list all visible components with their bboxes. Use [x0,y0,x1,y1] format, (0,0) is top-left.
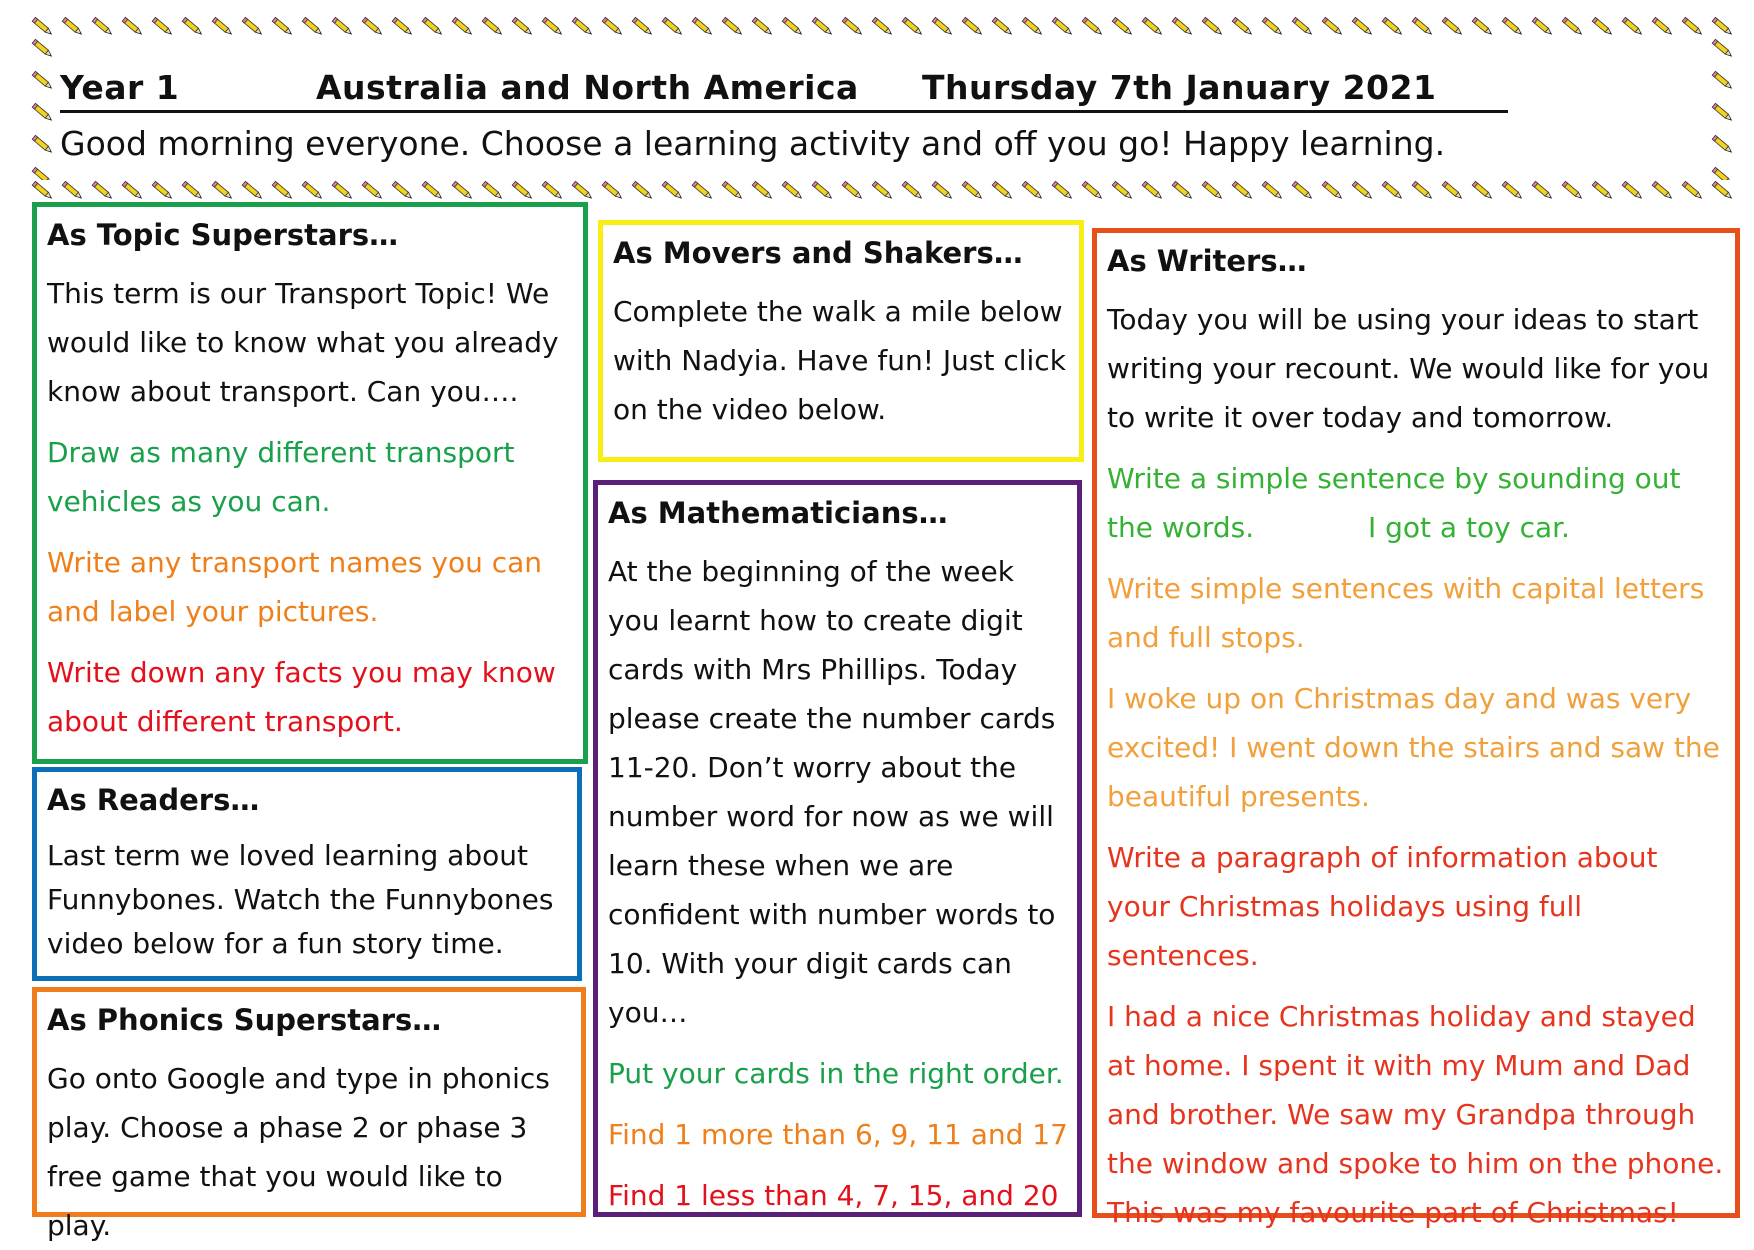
pencil-icon [870,180,896,202]
pencil-icon [1380,16,1406,38]
pencil-icon [1350,180,1376,202]
pencil-icon [30,16,56,38]
pencil-icon [1620,180,1646,202]
writers-example-orange: I woke up on Christmas day and was very excited! I went down the stairs and saw the beautiful presents. [1107,681,1720,813]
pencil-icon [30,180,56,202]
pencil-icon [1590,16,1616,38]
pencil-icon [1260,16,1286,38]
pencil-icon [540,16,566,38]
maths-title: As Mathematicians… [608,496,948,530]
pencil-icon [1590,180,1616,202]
maths-task-red: Find 1 less than 4, 7, 15, and 20 [608,1178,1059,1212]
pencil-icon [1290,180,1316,202]
pencil-icon [1050,16,1076,38]
pencil-icon [1650,180,1676,202]
pencil-icon [1440,16,1466,38]
pencil-icon [1170,16,1196,38]
pencil-icon [30,70,56,92]
pencil-icon [180,16,206,38]
pencil-icon [360,16,386,38]
pencil-icon [1470,180,1496,202]
pencil-icon [30,134,56,156]
pencil-icon [1530,16,1556,38]
pencil-icon [1200,16,1226,38]
pencil-icon [630,180,656,202]
topic-superstars-box [32,202,588,764]
pencil-icon [720,180,746,202]
pencil-icon [1110,180,1136,202]
pencil-icon [480,180,506,202]
pencil-icon [1380,180,1406,202]
pencil-icon [600,16,626,38]
pencil-icon [870,16,896,38]
pencil-icon [240,16,266,38]
pencil-icon [1110,16,1136,38]
pencil-icon [1020,16,1046,38]
pencil-icon [1710,16,1736,38]
pencil-icon [1260,180,1286,202]
pencil-icon [570,180,596,202]
writers-example-green: I got a toy car. [1367,510,1570,544]
pencil-icon [570,16,596,38]
phonics-text: Go onto Google and type in phonics play. Choose a phase 2 or phase 3 free game that you would like to play. [47,1061,550,1242]
pencil-icon [720,16,746,38]
pencil-icon [810,16,836,38]
pencil-icon [1650,16,1676,38]
pencil-icon [1080,16,1106,38]
pencil-icon [420,16,446,38]
pencil-icon [30,102,56,124]
pencil-icon [1410,180,1436,202]
pencil-icon [900,16,926,38]
pencil-icon [1320,180,1346,202]
pencil-icon [930,16,956,38]
pencil-icon [780,180,806,202]
movers-text: Complete the walk a mile below with Nadyia. Have fun! Just click on the video below. [613,294,1066,426]
pencil-icon [1200,180,1226,202]
pencil-icon [600,180,626,202]
pencil-icon [840,180,866,202]
pencil-icon [840,16,866,38]
writers-task-green-text: Write a simple sentence by sounding out the words. [1107,461,1681,544]
maths-task-orange: Find 1 more than 6, 9, 11 and 17 [608,1117,1068,1151]
pencil-icon [60,16,86,38]
pencil-icon [780,16,806,38]
pencil-icon [360,180,386,202]
header-banner [30,16,1736,202]
pencil-icon [960,180,986,202]
writers-example-red: I had a nice Christmas holiday and stayed at home. I spent it with my Mum and Dad and brother. We saw my Grandpa through the window and spoke to him on the phone. This was my favourite part of Christmas! [1107,999,1724,1229]
pencil-icon [810,180,836,202]
pencil-icon [1350,16,1376,38]
class-name: Australia and North America [316,68,859,107]
year-label: Year 1 [60,68,180,107]
header-title-line [60,50,1508,113]
pencil-icon [1620,16,1646,38]
pencil-icon [1410,16,1436,38]
pencil-border-right [1710,38,1736,180]
pencil-icon [270,180,296,202]
writers-intro: Today you will be using your ideas to start writing your recount. We would like for you to write it over today and tomorrow. [1107,302,1710,434]
pencil-icon [150,16,176,38]
pencil-icon [1080,180,1106,202]
pencil-border-left [30,38,56,180]
pencil-icon [240,180,266,202]
pencil-icon [1530,180,1556,202]
pencil-icon [690,16,716,38]
pencil-icon [120,16,146,38]
pencil-icon [1440,180,1466,202]
pencil-icon [60,180,86,202]
pencil-icon [450,180,476,202]
pencil-icon [990,180,1016,202]
pencil-icon [300,180,326,202]
pencil-icon [660,180,686,202]
writers-task-green [1107,454,1725,552]
pencil-icon [1500,16,1526,38]
pencil-border-top [30,16,1736,38]
readers-box [32,767,582,981]
pencil-border-bottom [30,180,1736,202]
phonics-title: As Phonics Superstars… [47,1003,442,1037]
topic-task-orange: Write any transport names you can and label your pictures. [47,545,543,628]
pencil-icon [300,16,326,38]
pencil-icon [1170,180,1196,202]
pencil-icon [1230,16,1256,38]
topic-task-green: Draw as many different transport vehicles as you can. [47,435,515,518]
pencil-icon [90,180,116,202]
pencil-icon [150,180,176,202]
pencil-icon [1710,70,1736,92]
pencil-icon [1560,16,1586,38]
movers-title: As Movers and Shakers… [613,236,1023,270]
pencil-icon [510,180,536,202]
writers-task-orange: Write simple sentences with capital letters and full stops. [1107,571,1705,654]
pencil-icon [390,180,416,202]
pencil-icon [1710,38,1736,60]
pencil-icon [1710,102,1736,124]
pencil-icon [630,16,656,38]
pencil-icon [750,180,776,202]
date-label: Thursday 7th January 2021 [922,68,1437,107]
topic-task-red: Write down any facts you may know about different transport. [47,655,556,738]
pencil-icon [30,166,56,180]
pencil-icon [1710,166,1736,180]
topic-intro: This term is our Transport Topic! We would like to know what you already know about transport. Can you…. [47,276,559,408]
pencil-icon [540,180,566,202]
maths-task-green: Put your cards in the right order. [608,1056,1064,1090]
pencil-icon [180,180,206,202]
pencil-icon [1680,180,1706,202]
greeting-text: Good morning everyone. Choose a learning activity and off you go! Happy learning. [60,124,1446,163]
pencil-icon [1230,180,1256,202]
pencil-icon [1290,16,1316,38]
mathematicians-box [593,480,1082,1217]
pencil-icon [210,16,236,38]
writers-box [1092,228,1740,1229]
readers-title: As Readers… [47,783,260,817]
pencil-icon [1560,180,1586,202]
pencil-icon [1320,16,1346,38]
pencil-icon [1140,180,1166,202]
pencil-icon [420,180,446,202]
writers-task-red: Write a paragraph of information about your Christmas holidays using full sentences. [1107,840,1658,972]
readers-text: Last term we loved learning about Funnybones. Watch the Funnybones video below for a fun story time. [47,838,554,960]
pencil-icon [960,16,986,38]
pencil-icon [930,180,956,202]
pencil-icon [480,16,506,38]
pencil-icon [1680,16,1706,38]
pencil-icon [660,16,686,38]
pencil-icon [1050,180,1076,202]
phonics-superstars-box [32,987,586,1242]
pencil-icon [90,16,116,38]
maths-intro: At the beginning of the week you learnt how to create digit cards with Mrs Phillips. Today please create the number cards 11-20. Don’t worry about the number word for now as we will learn these when we are confident with number words to 10. With your digit cards can you… [608,554,1056,1029]
pencil-icon [1710,134,1736,156]
pencil-icon [1710,180,1736,202]
pencil-icon [510,16,536,38]
pencil-icon [1470,16,1496,38]
pencil-icon [900,180,926,202]
pencil-icon [1020,180,1046,202]
pencil-icon [270,16,296,38]
writers-title: As Writers… [1107,244,1307,278]
pencil-icon [1140,16,1166,38]
pencil-icon [330,16,356,38]
pencil-icon [30,38,56,60]
pencil-icon [210,180,236,202]
pencil-icon [390,16,416,38]
movers-and-shakers-box [598,220,1084,462]
pencil-icon [750,16,776,38]
pencil-icon [450,16,476,38]
topic-title: As Topic Superstars… [47,218,399,252]
pencil-icon [120,180,146,202]
pencil-icon [1500,180,1526,202]
pencil-icon [990,16,1016,38]
pencil-icon [690,180,716,202]
pencil-icon [330,180,356,202]
